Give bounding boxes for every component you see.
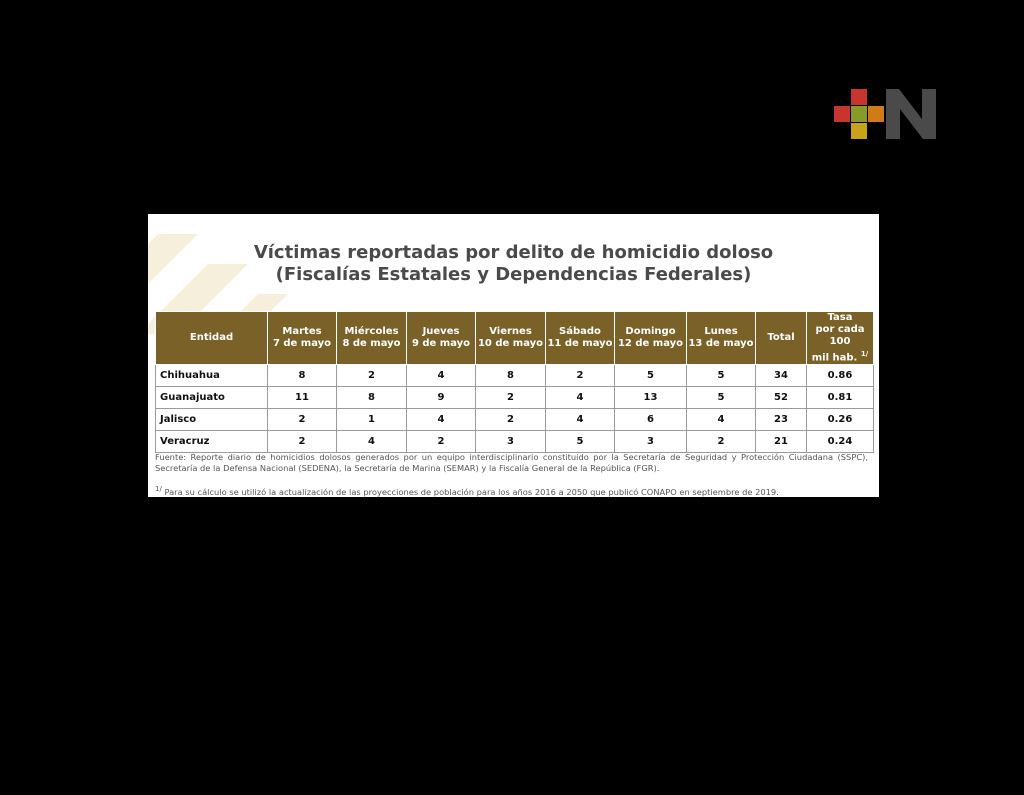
cell-value: 8 <box>268 365 337 387</box>
header-miercoles: Miércoles 8 de mayo <box>337 312 407 365</box>
header-jueves: Jueves 9 de mayo <box>407 312 476 365</box>
table-row <box>156 365 874 387</box>
cell-value: 5 <box>546 431 615 453</box>
logo <box>834 89 936 139</box>
cell-value: 4 <box>337 431 407 453</box>
cell-value: 2 <box>268 409 337 431</box>
cell-total: 21 <box>756 431 807 453</box>
header-row <box>156 312 874 365</box>
cell-value: 11 <box>268 387 337 409</box>
table-row <box>156 409 874 431</box>
cell-value: 9 <box>407 387 476 409</box>
header-total: Total <box>756 312 807 365</box>
logo-square-left <box>834 106 850 122</box>
source-note: Fuente: Reporte diario de homicidios dolosos generados por un equipo interdisciplinario constituido por la Secretaría de Seguridad y Protección Ciudadana (SSPC), Secretaría de la Defensa Nacional (SEDENA), la Secretaría de Marina (SEMAR) y la Fiscalía General de la República (FGR). <box>155 452 868 473</box>
header-domingo: Domingo 12 de mayo <box>615 312 687 365</box>
cell-value: 8 <box>476 365 546 387</box>
n-letter-icon <box>886 89 936 139</box>
cell-value: 2 <box>546 365 615 387</box>
header-martes: Martes 7 de mayo <box>268 312 337 365</box>
cell-total: 34 <box>756 365 807 387</box>
cell-entidad: Veracruz <box>156 431 268 453</box>
cell-value: 4 <box>407 365 476 387</box>
cell-entidad: Jalisco <box>156 409 268 431</box>
cell-tasa: 0.26 <box>807 409 874 431</box>
header-sabado: Sábado 11 de mayo <box>546 312 615 365</box>
logo-square-top <box>851 89 867 105</box>
cell-value: 2 <box>687 431 756 453</box>
header-viernes: Viernes 10 de mayo <box>476 312 546 365</box>
logo-square-bottom <box>851 123 867 139</box>
header-lunes: Lunes 13 de mayo <box>687 312 756 365</box>
table-title: Víctimas reportadas por delito de homicidio doloso <box>253 242 774 263</box>
table-row <box>156 387 874 409</box>
header-entidad: Entidad <box>156 312 268 365</box>
cell-value: 4 <box>546 409 615 431</box>
footnote <box>155 484 868 497</box>
cell-entidad: Guanajuato <box>156 387 268 409</box>
cell-total: 23 <box>756 409 807 431</box>
logo-square-center <box>851 106 867 122</box>
cell-value: 5 <box>687 365 756 387</box>
cell-tasa: 0.24 <box>807 431 874 453</box>
cell-value: 4 <box>546 387 615 409</box>
footnote-marker: 1/ <box>155 485 162 493</box>
cell-entidad: Chihuahua <box>156 365 268 387</box>
cell-value: 13 <box>615 387 687 409</box>
cell-value: 6 <box>615 409 687 431</box>
cell-value: 2 <box>407 431 476 453</box>
table-subtitle: (Fiscalías Estatales y Dependencias Federales) <box>275 264 752 285</box>
logo-square-right <box>868 106 884 122</box>
cell-value: 2 <box>476 409 546 431</box>
cell-value: 5 <box>615 365 687 387</box>
cell-value: 5 <box>687 387 756 409</box>
cell-tasa: 0.81 <box>807 387 874 409</box>
homicide-table <box>155 311 874 453</box>
cell-value: 1 <box>337 409 407 431</box>
cell-value: 2 <box>268 431 337 453</box>
cell-value: 3 <box>615 431 687 453</box>
cell-value: 8 <box>337 387 407 409</box>
cell-total: 52 <box>756 387 807 409</box>
header-tasa: Tasa por cada 100 mil hab. $^{1/}$ <box>807 312 874 365</box>
slide <box>148 214 879 497</box>
footnote-text: Para su cálculo se utilizó la actualización de las proyecciones de población para los años 2016 a 2050 que publicó CONAPO en septiembre de 2019. <box>161 486 779 497</box>
cell-value: 3 <box>476 431 546 453</box>
cell-value: 4 <box>687 409 756 431</box>
cell-value: 4 <box>407 409 476 431</box>
cell-value: 2 <box>337 365 407 387</box>
table-row <box>156 431 874 453</box>
cell-tasa: 0.86 <box>807 365 874 387</box>
cell-value: 2 <box>476 387 546 409</box>
